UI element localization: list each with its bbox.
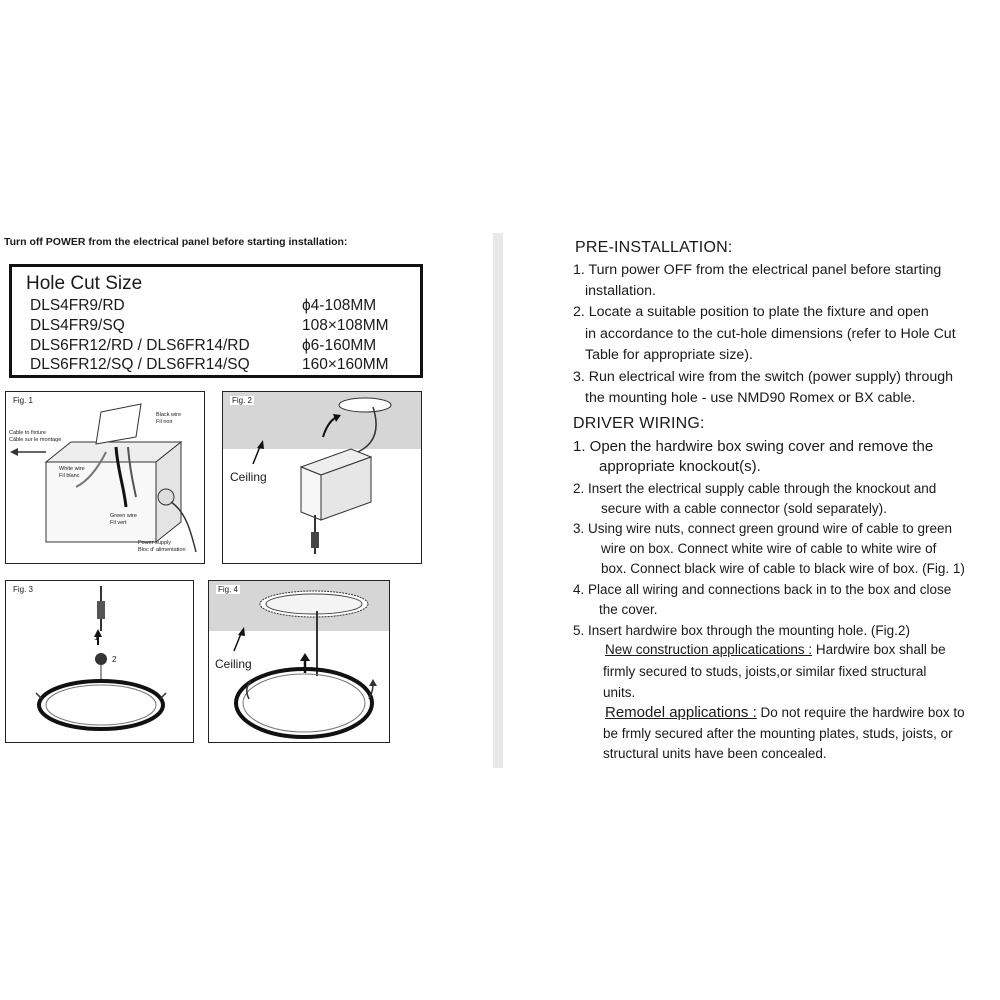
new-construction-text: Hardwire box shall be — [815, 642, 946, 657]
step-1-label: 1 — [94, 633, 99, 642]
pre-install-line: Table for appropriate size). — [585, 347, 753, 363]
remodel-line: be frmly secured after the mounting plates, studs, joists, or — [603, 726, 953, 741]
column-divider — [493, 233, 503, 768]
size-cell: 108×108MM — [302, 317, 389, 334]
ceiling-label: Ceiling — [230, 470, 267, 484]
wiring-line: 3. Using wire nuts, connect green ground wire of cable to green — [573, 521, 952, 536]
figure-4 — [208, 580, 390, 743]
black-wire-label: Black wire — [156, 412, 182, 418]
figure-2 — [222, 391, 422, 564]
wiring-line: box. Connect black wire of cable to black wire of box. (Fig. 1) — [601, 561, 965, 576]
model-cell: DLS6FR12/RD / DLS6FR14/RD — [30, 337, 250, 354]
model-cell: DLS6FR12/SQ / DLS6FR14/SQ — [30, 356, 250, 373]
wiring-line: 4. Place all wiring and connections back in to the box and close — [573, 582, 952, 597]
wiring-line: 2. Insert the electrical supply cable through the knockout and — [573, 481, 937, 496]
figure-label: Fig. 1 — [13, 396, 34, 405]
wiring-line: wire on box. Connect white wire of cable to white wire of — [601, 541, 937, 556]
new-construction-line — [605, 640, 946, 661]
step-2-label: 2 — [112, 655, 117, 664]
figure-label: Fig. 2 — [232, 396, 253, 405]
power-supply-label: Power supply — [138, 540, 172, 546]
trim-ring-illustration — [6, 581, 194, 743]
model-cell: DLS4FR9/SQ — [30, 317, 125, 334]
pre-install-line: in accordance to the cut-hole dimensions (refer to Hole Cut — [585, 326, 956, 342]
fil-vert-label: Fil vert — [110, 520, 127, 526]
white-wire-label: White wire — [59, 466, 85, 472]
bloc-label: Bloc d' alimentation — [138, 547, 186, 553]
remodel-text: Do not require the hardwire box to — [760, 705, 965, 720]
fil-noir-label: Fil noir — [156, 419, 173, 425]
cable-fixture-label: Cable to fixture — [9, 430, 46, 436]
wiring-line: 1. Open the hardwire box swing cover and remove the — [573, 438, 934, 455]
figure-3 — [5, 580, 194, 743]
fil-blanc-label: Fil blanc — [59, 473, 80, 479]
new-construction-label: New construction applicatications : — [605, 642, 813, 657]
power-warning: Turn off POWER from the electrical panel before starting installation: — [4, 236, 348, 248]
remodel-label: Remodel applications : — [605, 704, 757, 721]
pre-installation-heading: PRE-INSTALLATION: — [575, 239, 733, 256]
pre-install-line: 1. Turn power OFF from the electrical panel before starting — [573, 262, 942, 278]
remodel-line: structural units have been concealed. — [603, 746, 827, 761]
ceiling-label: Ceiling — [215, 657, 252, 671]
size-cell: ϕ6-160MM — [302, 337, 377, 354]
size-cell: ϕ4-108MM — [302, 297, 377, 314]
pre-install-line: installation. — [585, 283, 656, 299]
pre-install-line: 2. Locate a suitable position to plate the fixture and open — [573, 304, 929, 320]
driver-wiring-heading: DRIVER WIRING: — [573, 415, 705, 432]
new-construction-line: firmly secured to studs, joists,or similar fixed structural — [603, 664, 927, 679]
figure-label: Fig. 4 — [218, 585, 239, 594]
size-cell: 160×160MM — [302, 356, 389, 373]
wiring-line: the cover. — [599, 602, 658, 617]
pre-install-line: 3. Run electrical wire from the switch (power supply) through — [573, 369, 954, 385]
green-wire-label: Green wire — [110, 513, 137, 519]
wiring-line: 5. Insert hardwire box through the mounting hole. (Fig.2) — [573, 623, 910, 638]
wiring-line: secure with a cable connector (sold separately). — [601, 501, 887, 516]
hole-cut-title: Hole Cut Size — [26, 273, 143, 294]
figure-label: Fig. 3 — [13, 585, 34, 594]
figure-1 — [5, 391, 205, 564]
hole-cut-table — [9, 264, 423, 378]
model-cell: DLS4FR9/RD — [30, 297, 125, 314]
remodel-line — [605, 703, 965, 724]
new-construction-line: units. — [603, 685, 636, 700]
pre-install-line: the mounting hole - use NMD90 Romex or BX cable. — [585, 390, 916, 406]
cable-montage-label: Câble sur le montage — [9, 437, 62, 443]
wiring-line: appropriate knockout(s). — [599, 458, 761, 475]
